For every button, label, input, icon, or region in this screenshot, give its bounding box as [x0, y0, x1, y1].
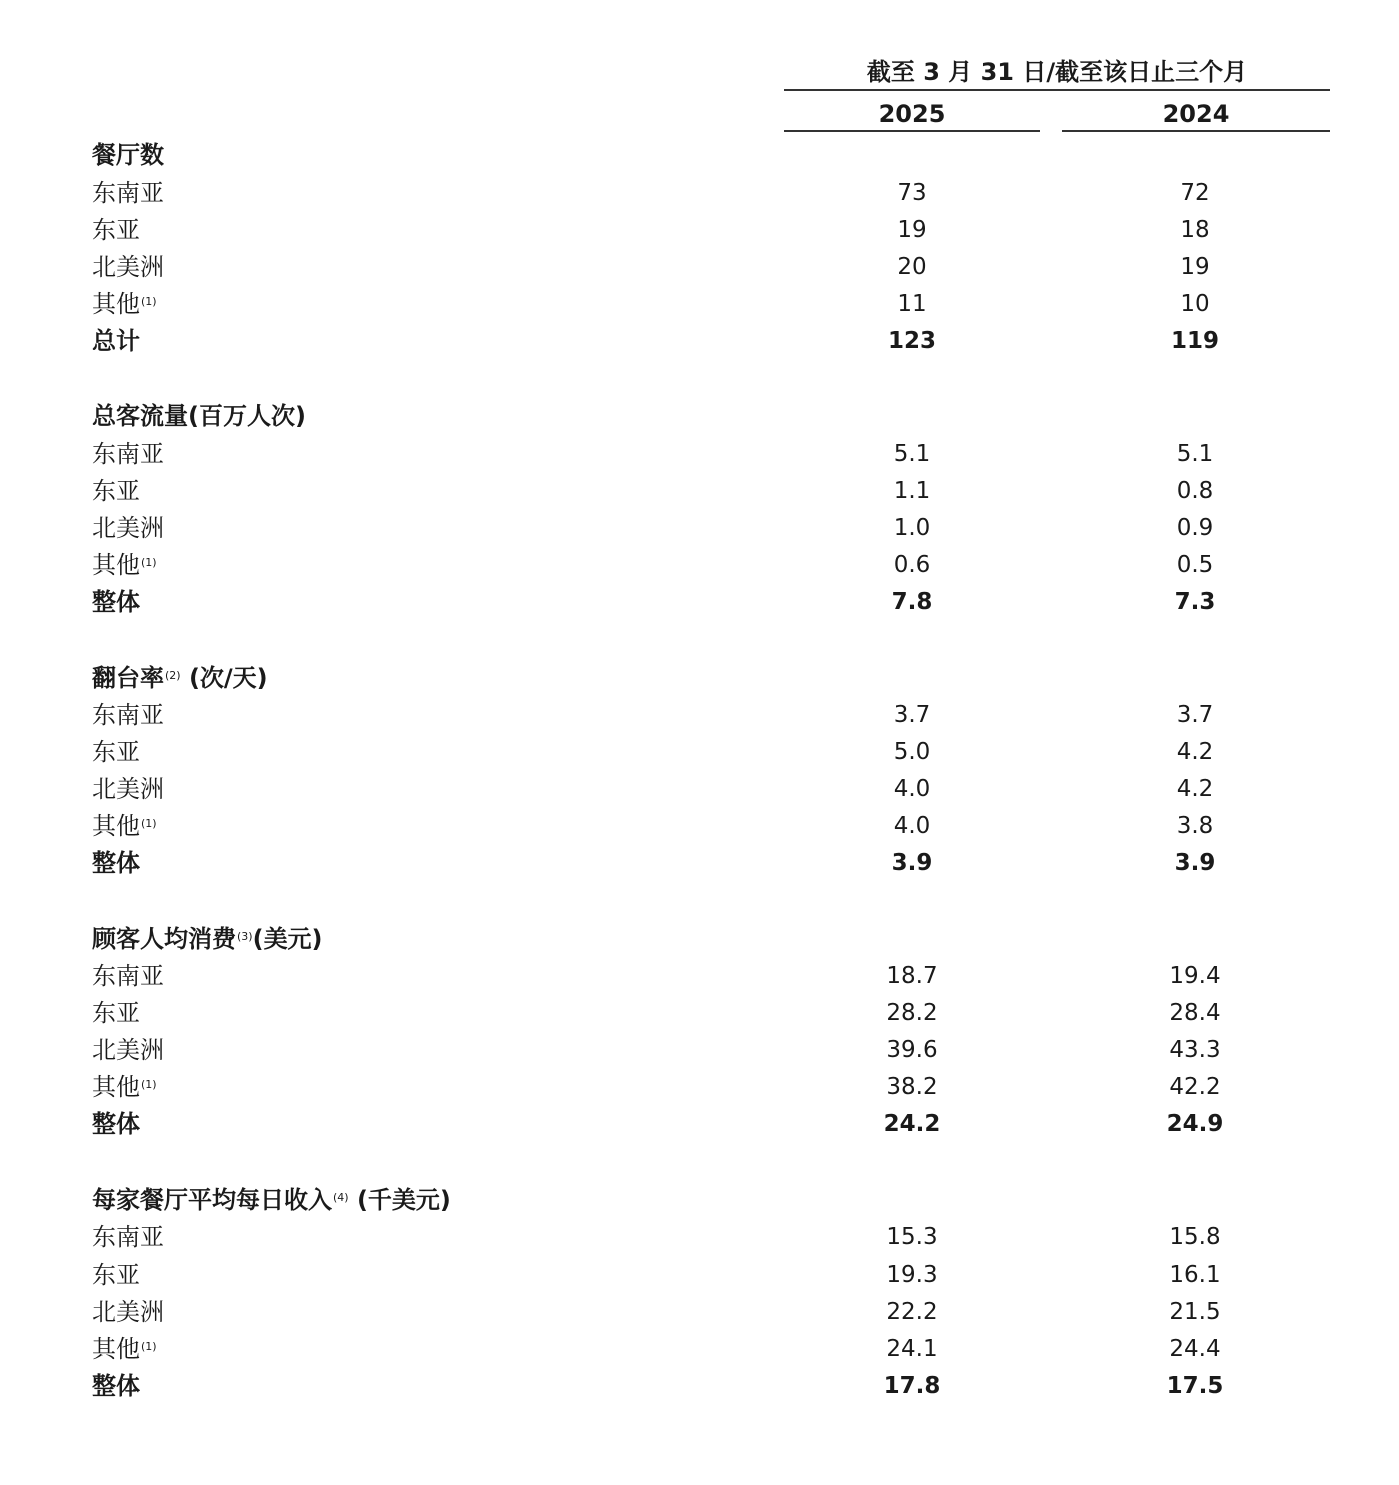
column-header-year-2025: 2025 — [878, 100, 946, 128]
column-header-period: 截至 3 月 31 日/截至该日止三个月 — [866, 58, 1248, 86]
section-title-with-note — [92, 660, 268, 696]
value-2025: 4.0 — [893, 776, 931, 802]
row-label: 东亚 — [92, 1261, 140, 1289]
table-row — [0, 286, 1399, 322]
row-label: 东亚 — [92, 738, 140, 766]
value-2024: 24.4 — [1169, 1336, 1221, 1362]
value-2024: 15.8 — [1169, 1224, 1221, 1250]
value-2025: 15.3 — [886, 1224, 938, 1250]
value-2025: 17.8 — [883, 1373, 941, 1399]
section-heading-table-turnover — [0, 660, 1399, 696]
value-2024: 19.4 — [1169, 963, 1221, 989]
table-row — [0, 436, 1399, 472]
value-2024: 4.2 — [1176, 776, 1214, 802]
footnote-marker: (1) — [141, 1078, 157, 1091]
row-label: 东南亚 — [92, 179, 164, 207]
row-label: 北美洲 — [92, 253, 164, 281]
footnote-marker: (1) — [141, 817, 157, 830]
table-row — [0, 808, 1399, 844]
value-2024: 3.9 — [1174, 850, 1216, 876]
value-2025: 1.0 — [893, 515, 931, 541]
value-2025: 1.1 — [893, 478, 931, 504]
value-2025: 3.9 — [891, 850, 933, 876]
value-2024: 28.4 — [1169, 1000, 1221, 1026]
table-row-total — [0, 845, 1399, 881]
footnote-marker: (1) — [141, 1340, 157, 1353]
table-row-total — [0, 1106, 1399, 1142]
section-title-unit: (美元) — [252, 925, 323, 953]
row-label-text: 其他 — [92, 551, 140, 579]
row-label: 北美洲 — [92, 1298, 164, 1326]
value-2024: 19 — [1180, 254, 1210, 280]
row-label: 东亚 — [92, 216, 140, 244]
value-2025: 19 — [897, 217, 927, 243]
table-row — [0, 1032, 1399, 1068]
value-2024: 0.8 — [1176, 478, 1214, 504]
section-title: 总客流量(百万人次) — [92, 402, 306, 430]
value-2025: 18.7 — [886, 963, 938, 989]
footnote-marker: (3) — [237, 930, 253, 943]
row-label: 东南亚 — [92, 962, 164, 990]
header-rule-2025 — [784, 130, 1040, 132]
value-2025: 5.0 — [893, 739, 931, 765]
row-label-text: 其他 — [92, 290, 140, 318]
section-title-text: 翻台率 — [92, 664, 164, 692]
table-row — [0, 1294, 1399, 1330]
value-2024: 21.5 — [1169, 1299, 1221, 1325]
table-row — [0, 249, 1399, 285]
row-label-with-note — [92, 547, 157, 583]
row-label-text: 其他 — [92, 1335, 140, 1363]
value-2025: 28.2 — [886, 1000, 938, 1026]
row-label: 东南亚 — [92, 701, 164, 729]
value-2025: 11 — [897, 291, 927, 317]
value-2024: 24.9 — [1166, 1111, 1224, 1137]
footnote-marker: (1) — [141, 556, 157, 569]
value-2025: 20 — [897, 254, 927, 280]
row-label: 总计 — [92, 327, 140, 355]
section-heading-spend-per-guest — [0, 921, 1399, 957]
value-2024: 16.1 — [1169, 1262, 1221, 1288]
value-2024: 10 — [1180, 291, 1210, 317]
value-2024: 43.3 — [1169, 1037, 1221, 1063]
value-2024: 7.3 — [1174, 589, 1216, 615]
row-label-with-note — [92, 808, 157, 844]
table-row — [0, 1331, 1399, 1367]
section-title-unit: (次/天) — [180, 664, 268, 692]
row-label: 东南亚 — [92, 440, 164, 468]
value-2024: 18 — [1180, 217, 1210, 243]
footnote-marker: (2) — [165, 669, 181, 682]
table-row — [0, 697, 1399, 733]
footnote-marker: (4) — [333, 1191, 349, 1204]
table-row — [0, 958, 1399, 994]
table-row — [0, 734, 1399, 770]
value-2024: 42.2 — [1169, 1074, 1221, 1100]
value-2025: 24.1 — [886, 1336, 938, 1362]
value-2024: 4.2 — [1176, 739, 1214, 765]
section-title-unit: (千美元) — [348, 1186, 451, 1214]
value-2024: 3.7 — [1176, 702, 1214, 728]
value-2025: 39.6 — [886, 1037, 938, 1063]
value-2025: 19.3 — [886, 1262, 938, 1288]
row-label-text: 其他 — [92, 812, 140, 840]
section-title-with-note — [92, 1182, 451, 1218]
footnote-marker: (1) — [141, 295, 157, 308]
section-title-with-note — [92, 921, 323, 957]
section-title-text: 顾客人均消费 — [92, 925, 236, 953]
row-label: 东亚 — [92, 999, 140, 1027]
value-2024: 119 — [1170, 328, 1219, 354]
table-row-total — [0, 1368, 1399, 1404]
row-label-with-note — [92, 1331, 157, 1367]
value-2024: 17.5 — [1166, 1373, 1224, 1399]
row-label: 整体 — [92, 1110, 140, 1138]
column-header-year-2024: 2024 — [1162, 100, 1230, 128]
value-2024: 5.1 — [1176, 441, 1214, 467]
row-label-with-note — [92, 286, 157, 322]
value-2025: 7.8 — [891, 589, 933, 615]
row-label: 东亚 — [92, 477, 140, 505]
table-row — [0, 771, 1399, 807]
header-rule-top — [784, 89, 1330, 91]
row-label-with-note — [92, 1069, 157, 1105]
value-2025: 22.2 — [886, 1299, 938, 1325]
row-label: 整体 — [92, 588, 140, 616]
section-heading-restaurant-count — [0, 137, 1399, 173]
value-2024: 0.5 — [1176, 552, 1214, 578]
section-heading-daily-revenue — [0, 1182, 1399, 1218]
value-2025: 0.6 — [893, 552, 931, 578]
value-2025: 123 — [887, 328, 936, 354]
table-row — [0, 1257, 1399, 1293]
row-label: 北美洲 — [92, 514, 164, 542]
table-row-total — [0, 323, 1399, 359]
table-row — [0, 547, 1399, 583]
row-label: 整体 — [92, 849, 140, 877]
table-row — [0, 212, 1399, 248]
row-label: 整体 — [92, 1372, 140, 1400]
section-heading-customer-traffic — [0, 398, 1399, 434]
value-2024: 0.9 — [1176, 515, 1214, 541]
value-2025: 38.2 — [886, 1074, 938, 1100]
table-row — [0, 995, 1399, 1031]
table-row — [0, 175, 1399, 211]
section-title: 餐厅数 — [92, 141, 164, 169]
table-row — [0, 1219, 1399, 1255]
header-rule-2024 — [1062, 130, 1330, 132]
table-row-total — [0, 584, 1399, 620]
value-2025: 24.2 — [883, 1111, 941, 1137]
row-label-text: 其他 — [92, 1073, 140, 1101]
row-label: 东南亚 — [92, 1223, 164, 1251]
table-row — [0, 473, 1399, 509]
row-label: 北美洲 — [92, 1036, 164, 1064]
section-title-text: 每家餐厅平均每日收入 — [92, 1186, 332, 1214]
value-2024: 3.8 — [1176, 813, 1214, 839]
value-2025: 5.1 — [893, 441, 931, 467]
table-row — [0, 510, 1399, 546]
value-2025: 4.0 — [893, 813, 931, 839]
value-2025: 73 — [897, 180, 927, 206]
value-2024: 72 — [1180, 180, 1210, 206]
table-row — [0, 1069, 1399, 1105]
row-label: 北美洲 — [92, 775, 164, 803]
value-2025: 3.7 — [893, 702, 931, 728]
